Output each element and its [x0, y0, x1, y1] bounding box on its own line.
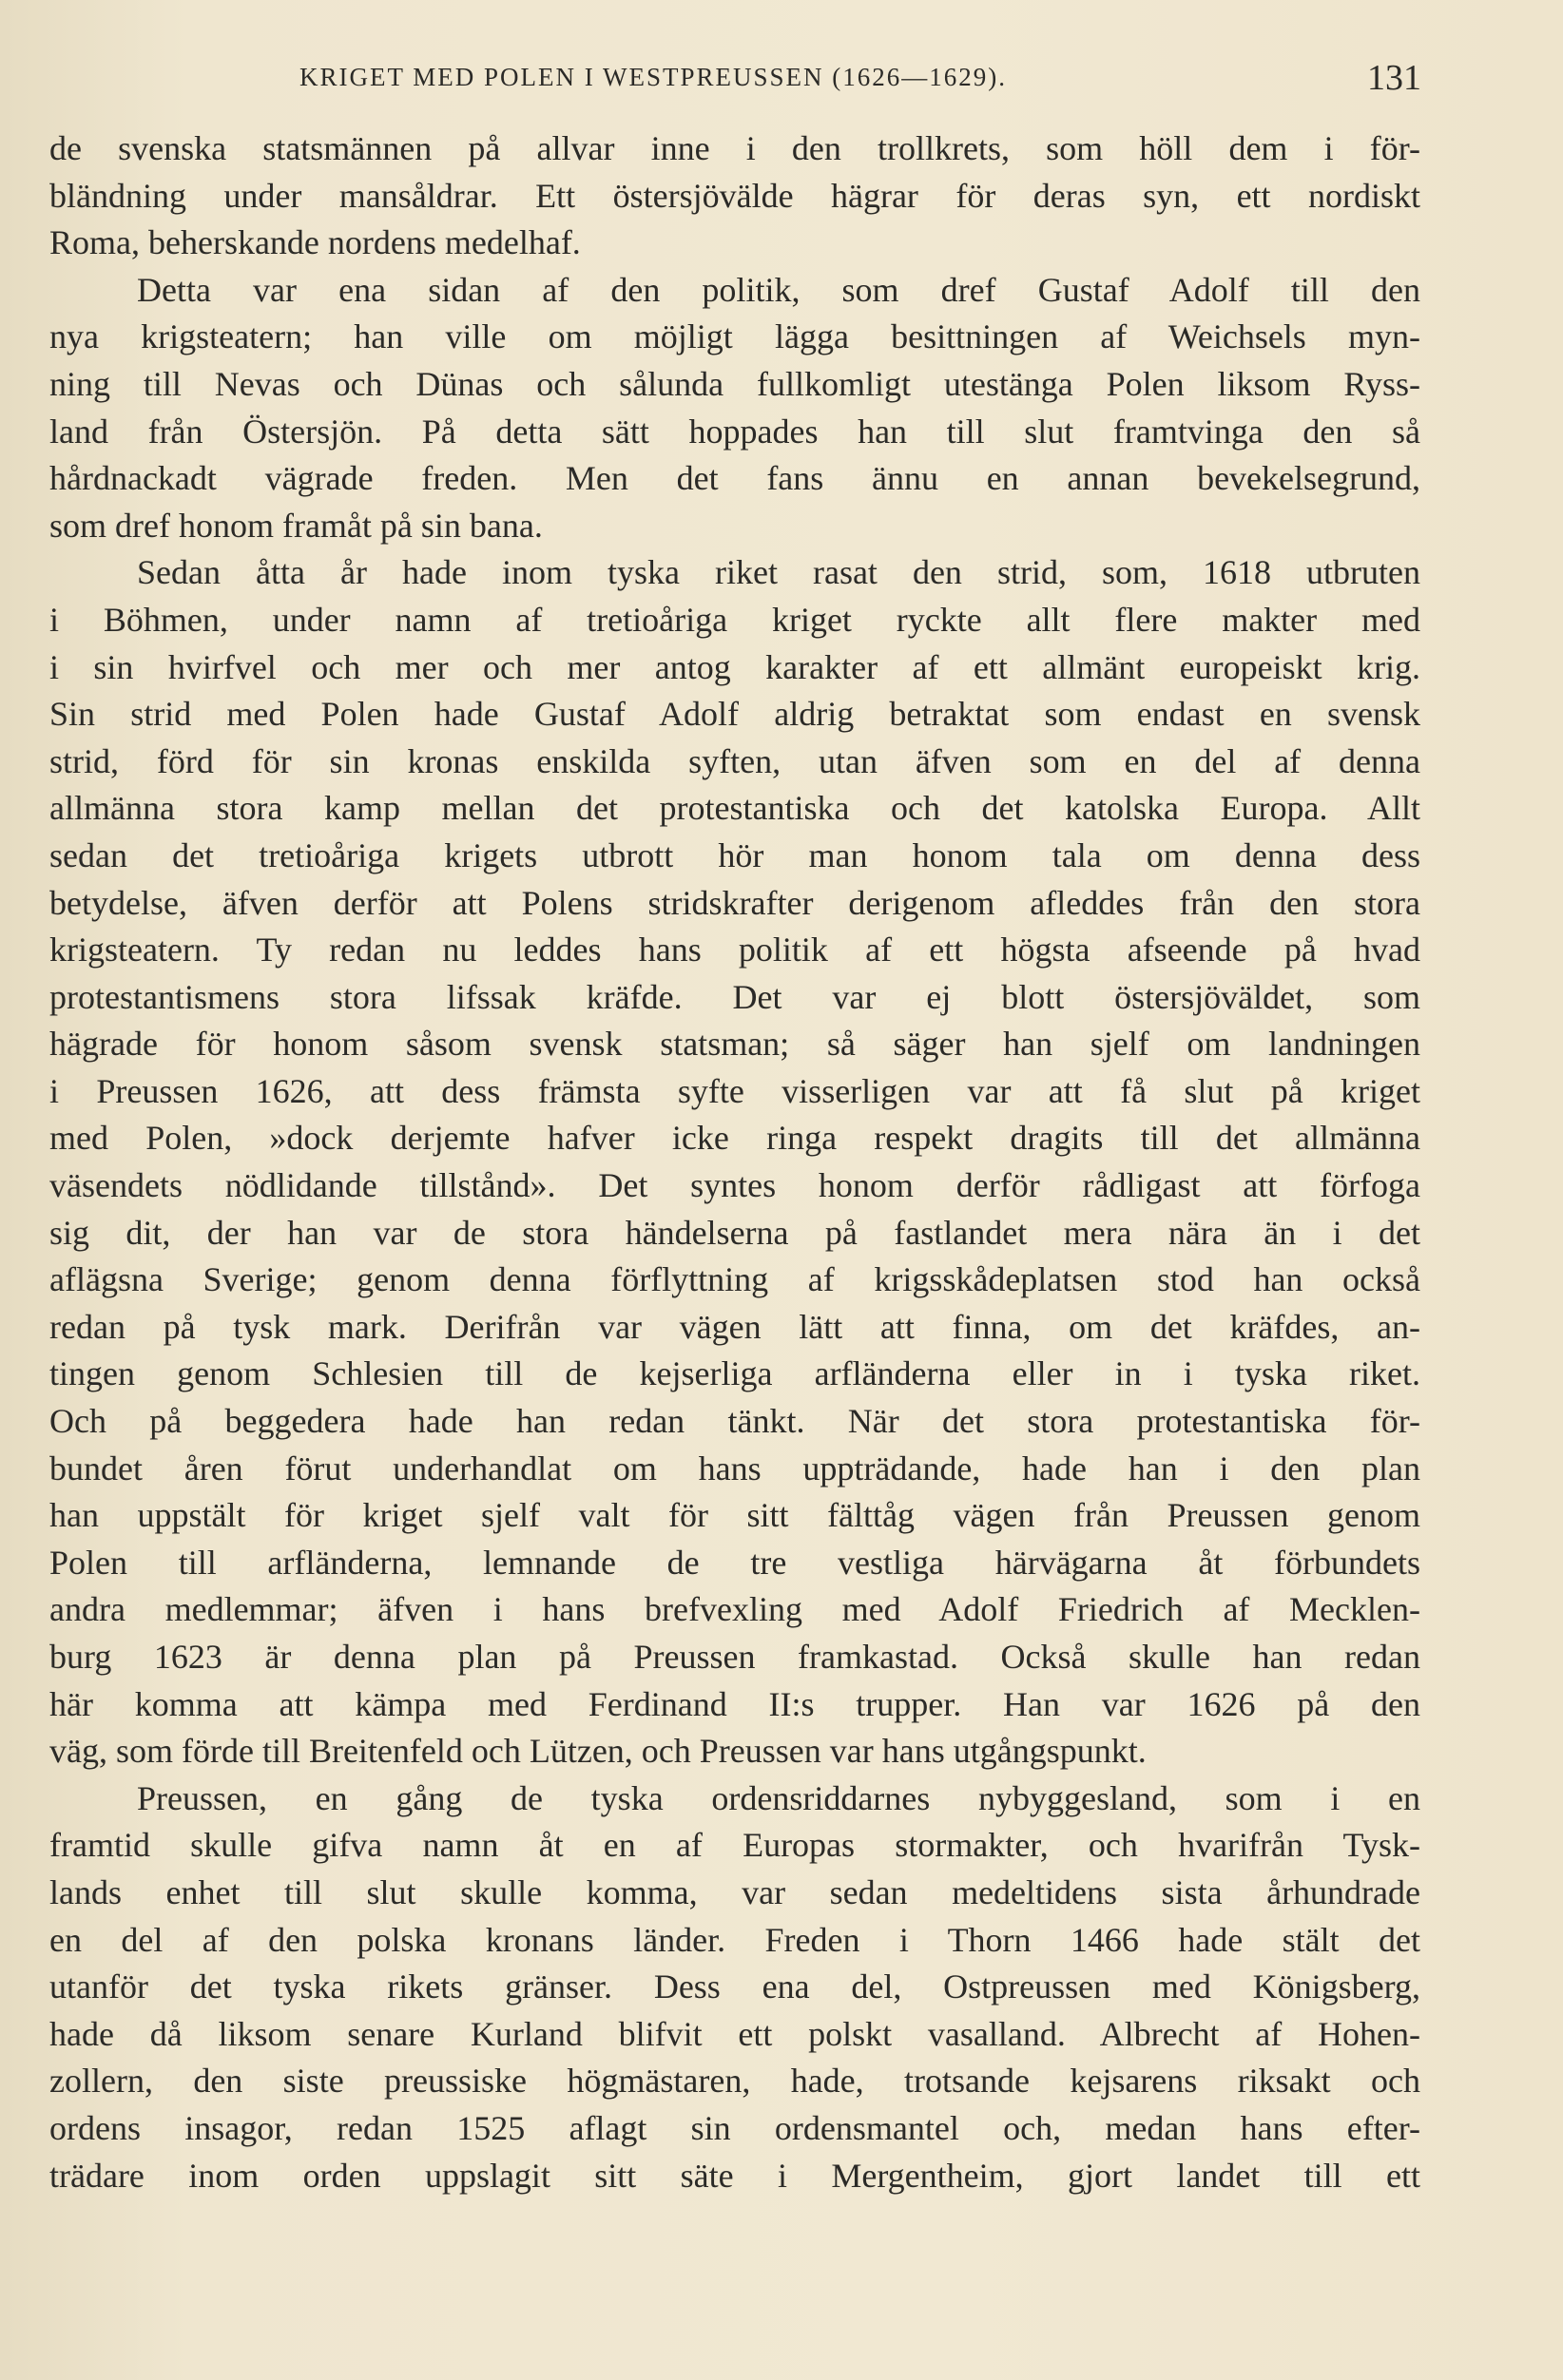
text-line: bländning under mansåldrar. Ett östersjövälde hägrar för deras syn, ett nordiskt [49, 176, 1420, 215]
text-line: betydelse, äfven derför att Polens stridskrafter derigenom afleddes från den stora [49, 883, 1420, 922]
text-line: i Böhmen, under namn af tretioåriga kriget ryckte allt flere makter med [49, 600, 1420, 639]
text-line: land från Östersjön. På detta sätt hoppades han till slut framtvinga den så [49, 412, 1420, 451]
text-line: Och på beggedera hade han redan tänkt. När det stora protestantiska för- [49, 1402, 1420, 1441]
text-line: andra medlemmar; äfven i hans brefvexling med Adolf Friedrich af Mecklen- [49, 1590, 1420, 1629]
text-line: utanför det tyska rikets gränser. Dess ena del, Ostpreussen med Königsberg, [49, 1967, 1420, 2006]
text-line: strid, förd för sin kronas enskilda syften, utan äfven som en del af denna [49, 741, 1420, 780]
page-header [52, 57, 1421, 114]
text-line: allmänna stora kamp mellan det protestantiska och det katolska Europa. Allt [49, 789, 1420, 828]
text-line: ordens insagor, redan 1525 aflagt sin ordensmantel och, medan hans efter- [49, 2108, 1420, 2147]
text-line: tingen genom Schlesien till de kejserliga arfländerna eller in i tyska riket. [49, 1354, 1420, 1393]
text-line: Sin strid med Polen hade Gustaf Adolf aldrig betraktat som endast en svensk [49, 695, 1420, 734]
text-line: aflägsna Sverige; genom denna förflyttning af krigsskådeplatsen stod han också [49, 1260, 1420, 1299]
text-line: med Polen, »dock derjemte hafver icke ringa respekt dragits till det allmänna [49, 1119, 1420, 1158]
text-line: framtid skulle gifva namn åt en af Europas stormakter, och hvarifrån Tysk- [49, 1826, 1420, 1865]
text-line: en del af den polska kronans länder. Freden i Thorn 1466 hade stält det [49, 1920, 1420, 1959]
text-line: Sedan åtta år hade inom tyska riket rasat den strid, som, 1618 utbruten [137, 553, 1420, 592]
text-line: lands enhet till slut skulle komma, var sedan medeltidens sista århundrade [49, 1872, 1420, 1911]
text-line: hårdnackadt vägrade freden. Men det fans ännu en annan bevekelsegrund, [49, 459, 1420, 498]
text-line: de svenska statsmännen på allvar inne i den trollkrets, som höll dem i för- [49, 129, 1420, 167]
text-line: protestantismens stora lifssak kräfde. Det var ej blott östersjöväldet, som [49, 977, 1420, 1016]
text-line: i sin hvirfvel och mer och mer antog karakter af ett allmänt europeiskt krig. [49, 647, 1420, 686]
page-number: 131 [1367, 58, 1421, 98]
text-line: burg 1623 är denna plan på Preussen framkastad. Också skulle han redan [49, 1638, 1420, 1676]
text-line: sedan det tretioåriga krigets utbrott hör man honom tala om denna dess [49, 835, 1420, 874]
running-title: KRIGET MED POLEN I WESTPREUSSEN (1626—1629). [299, 63, 1008, 91]
text-line: väsendets nödlidande tillstånd». Det syntes honom derför rådligast att förfoga [49, 1166, 1420, 1205]
text-line: hade då liksom senare Kurland blifvit ett polskt vasalland. Albrecht af Hohen- [49, 2014, 1420, 2053]
text-line: nya krigsteatern; han ville om möjligt lägga besittningen af Weichsels myn- [49, 317, 1420, 356]
text-line: redan på tysk mark. Derifrån var vägen lätt att finna, om det kräfdes, an- [49, 1307, 1420, 1346]
text-line: trädare inom orden uppslagit sitt säte i Mergentheim, gjort landet till ett [49, 2156, 1420, 2195]
text-line: bundet åren förut underhandlat om hans uppträdande, hade han i den plan [49, 1449, 1420, 1488]
text-line: som dref honom framåt på sin bana. [49, 506, 543, 545]
text-line: sig dit, der han var de stora händelserna på fastlandet mera nära än i det [49, 1213, 1420, 1252]
text-line: Detta var ena sidan af den politik, som dref Gustaf Adolf till den [137, 270, 1420, 309]
text-line: hägrade för honom såsom svensk statsman; så säger han sjelf om landningen [49, 1025, 1420, 1064]
text-line: han uppstält för kriget sjelf valt för sitt fälttåg vägen från Preussen genom [49, 1496, 1420, 1535]
text-line: Polen till arfländerna, lemnande de tre vestliga härvägarna åt förbundets [49, 1543, 1420, 1582]
text-line: i Preussen 1626, att dess främsta syfte visserligen var att få slut på kriget [49, 1071, 1420, 1110]
text-line: ning till Nevas och Dünas och sålunda fullkomligt utestänga Polen liksom Ryss- [49, 364, 1420, 403]
text-line: väg, som förde till Breitenfeld och Lützen, och Preussen var hans utgångspunkt. [49, 1732, 1147, 1771]
text-line: zollern, den siste preussiske högmästaren, hade, trotsande kejsarens riksakt och [49, 2062, 1420, 2101]
text-line: Roma, beherskande nordens medelhaf. [49, 223, 581, 262]
text-line: Preussen, en gång de tyska ordensriddarnes nybyggesland, som i en [137, 1778, 1420, 1817]
text-line: krigsteatern. Ty redan nu leddes hans politik af ett högsta afseende på hvad [49, 931, 1420, 969]
text-line: här komma att kämpa med Ferdinand II:s trupper. Han var 1626 på den [49, 1684, 1420, 1723]
body-text [49, 125, 1420, 2199]
